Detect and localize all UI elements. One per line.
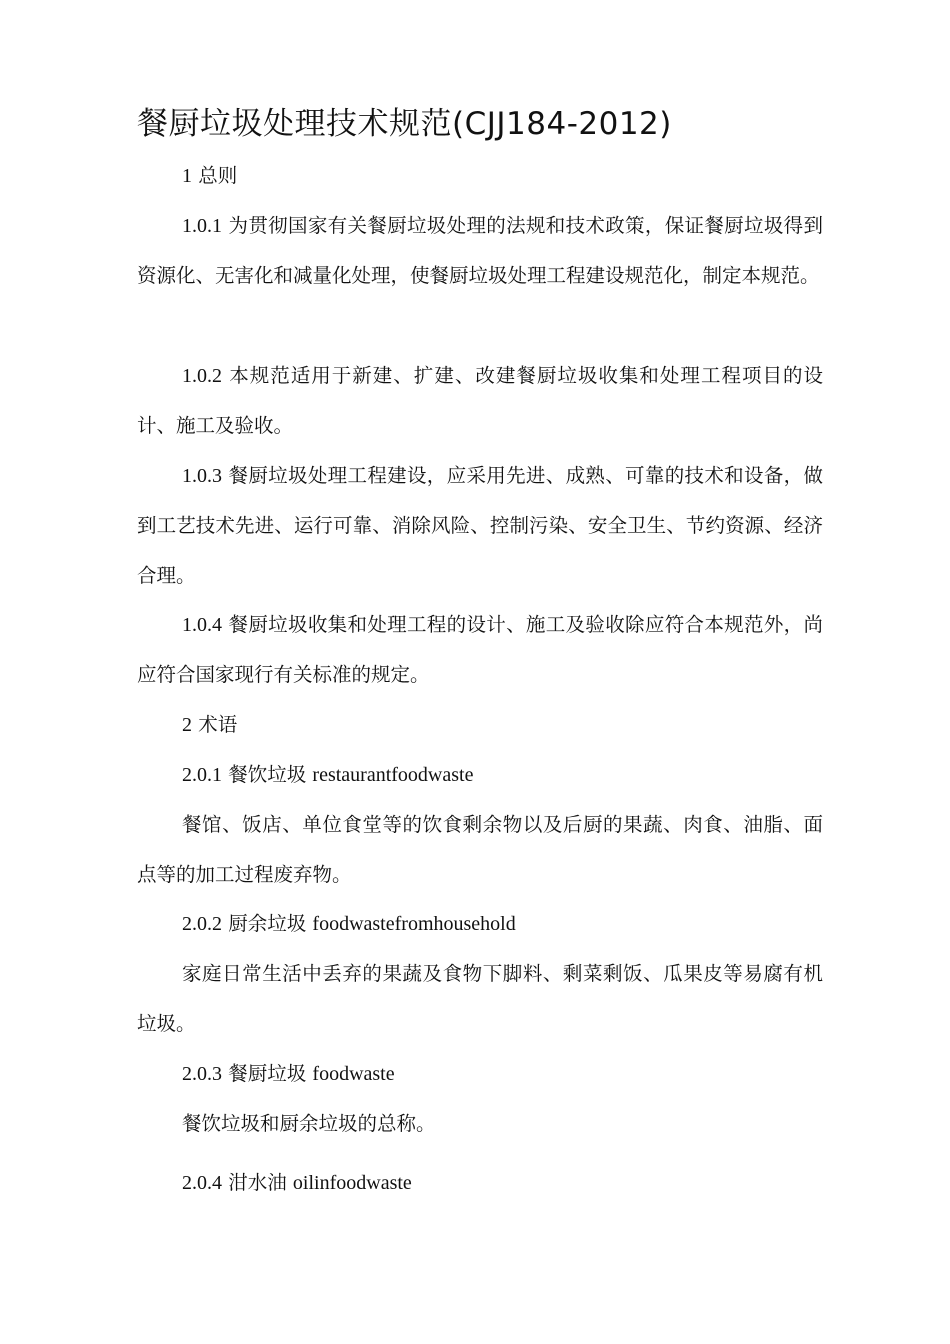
- section-heading-general: [137, 151, 823, 201]
- term-2-0-3: [137, 1049, 823, 1099]
- clause-number: 1.0.2: [182, 365, 222, 387]
- term-zh: 厨余垃圾: [228, 912, 307, 935]
- term-en: restaurantfoodwaste: [312, 764, 474, 786]
- term-en: oilinfoodwaste: [292, 1172, 412, 1194]
- document-title: 餐厨垃圾处理技术规范(CJJ184-2012): [137, 106, 672, 142]
- term-en: foodwaste: [312, 1063, 395, 1085]
- clause-1-0-2: [137, 351, 823, 451]
- term-en: foodwastefromhousehold: [312, 913, 516, 935]
- clause-text: 为贯彻国家有关餐厨垃圾处理的法规和技术政策，保证餐厨垃圾得到资源化、无害化和减量化处理，使餐厨垃圾处理工程建设规范化，制定本规范。: [137, 214, 823, 287]
- section-heading-terms: [137, 700, 823, 750]
- clause-number: 2.0.3: [182, 1063, 222, 1085]
- clause-number: 1.0.4: [182, 614, 222, 636]
- clause-1-0-1: [137, 201, 823, 301]
- section-number: 2: [182, 714, 192, 736]
- section-number: 1: [182, 165, 192, 187]
- clause-text: 本规范适用于新建、扩建、改建餐厨垃圾收集和处理工程项目的设计、施工及验收。: [137, 364, 823, 437]
- term-2-0-2: [137, 899, 823, 949]
- clause-number: 1.0.1: [182, 215, 222, 237]
- clause-number: 1.0.3: [182, 465, 222, 487]
- section-heading-text: 术语: [198, 713, 238, 736]
- clause-number: 2.0.1: [182, 764, 222, 786]
- clause-1-0-4: [137, 600, 823, 700]
- term-2-0-4: [137, 1158, 823, 1208]
- section-heading-text: 总则: [198, 164, 238, 187]
- term-2-0-3-definition: 餐饮垃圾和厨余垃圾的总称。: [182, 1112, 436, 1135]
- clause-number: 2.0.2: [182, 913, 222, 935]
- term-2-0-2-definition: 家庭日常生活中丢弃的果蔬及食物下脚料、剩菜剩饭、瓜果皮等易腐有机垃圾。: [137, 962, 823, 1035]
- clause-text: 餐厨垃圾收集和处理工程的设计、施工及验收除应符合本规范外，尚应符合国家现行有关标准的规定。: [137, 613, 823, 686]
- term-zh: 餐饮垃圾: [228, 763, 307, 786]
- term-zh: 泔水油: [228, 1171, 287, 1194]
- term-2-0-1: [137, 750, 823, 800]
- clause-1-0-3: [137, 451, 823, 601]
- clause-text: 餐厨垃圾处理工程建设，应采用先进、成熟、可靠的技术和设备，做到工艺技术先进、运行可靠、消除风险、控制污染、安全卫生、节约资源、经济合理。: [137, 464, 823, 587]
- clause-number: 2.0.4: [182, 1172, 222, 1194]
- term-zh: 餐厨垃圾: [228, 1062, 307, 1085]
- term-2-0-1-definition: 餐馆、饭店、单位食堂等的饮食剩余物以及后厨的果蔬、肉食、油脂、面点等的加工过程废弃物。: [137, 813, 823, 886]
